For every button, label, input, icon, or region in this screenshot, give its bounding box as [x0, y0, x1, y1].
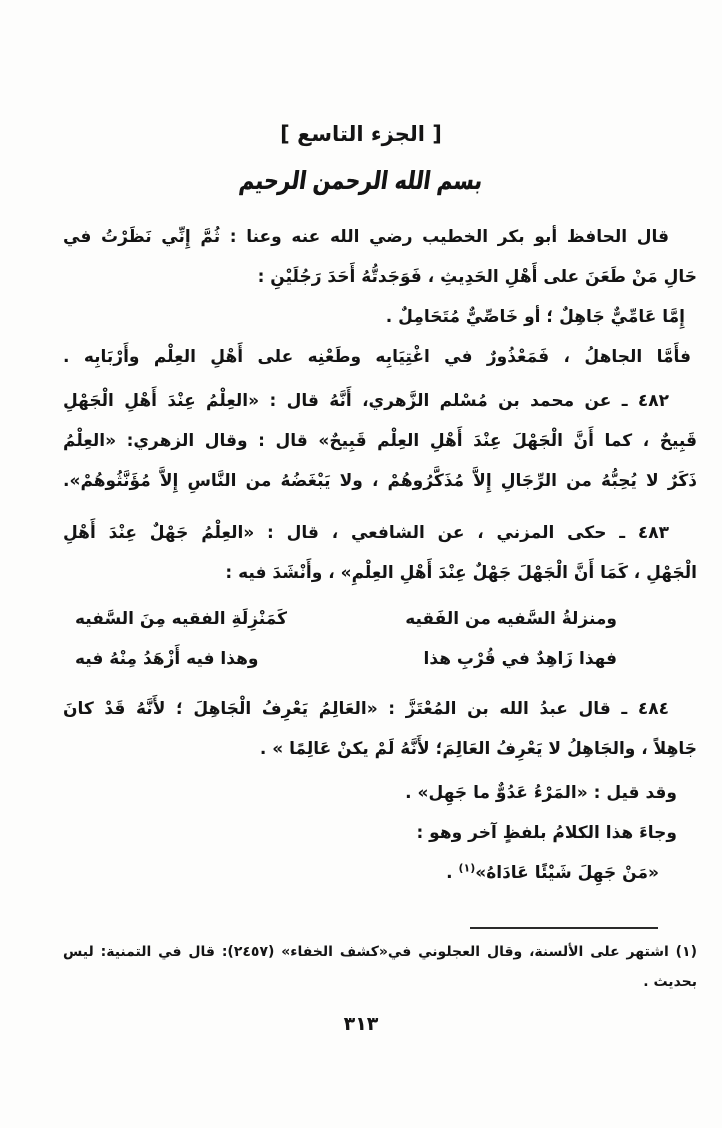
- verse-line: [75, 599, 617, 639]
- part-title: [ الجزء التاسع ]: [280, 122, 442, 146]
- body-line: قَبِيحٌ ، كما أَنَّ الْجَهْلَ عِنْدَ أَهْلِ العِلْم قَبِيحٌ» قال : وقال الزهري: «العِلْمُ: [63, 431, 697, 451]
- verse-line: [75, 639, 617, 679]
- body-line-hadith-484: ٤٨٤ ـ قال عبدُ الله بن المُعْتَزَّ : «العَالِمُ يَعْرِفُ الْجَاهِلَ ؛ لأَنَّهُ قَدْ كانَ: [63, 699, 669, 719]
- body-line-hadith-482: ٤٨٢ ـ عن محمد بن مُسْلم الزَّهري، أَنَّهُ قال : «العِلْمُ عِنْدَ أَهْلِ الْجَهْلِ: [63, 391, 669, 411]
- body-line: قال الحافظ أبو بكر الخطيب رضي الله عنه وعنا : ثُمَّ إِنِّي نَظَرْتُ في: [63, 227, 669, 247]
- body-line: وجاءَ هذا الكلامُ بلفظٍ آخر وهو :: [416, 823, 677, 843]
- hemistich-left: كَمَنْزِلَةِ الفقيه مِنَ السَّفيه: [75, 609, 287, 629]
- sentence-period: .: [446, 863, 459, 883]
- footnote-ref-marker: (١): [458, 861, 476, 875]
- body-line-hadith-483: ٤٨٣ ـ حكى المزني ، عن الشافعي ، قال : «العِلْمُ جَهْلٌ عِنْدَ أَهْلِ: [63, 523, 669, 543]
- hemistich-right: فهذا زَاهِدٌ في قُرْبِ هذا: [423, 649, 617, 669]
- body-text: [63, 217, 697, 893]
- body-line: وقد قيل : «المَرْءُ عَدُوٌّ ما جَهِل» .: [405, 783, 677, 803]
- body-line: الْجَهْلِ ، كَمَا أَنَّ الْجَهْلَ جَهْلٌ عِنْدَ أَهْلِ العِلْمِ» ، وأَنْشَدَ فيه :: [225, 563, 697, 583]
- basmala-calligraphy: بسم الله الرحمن الرحيم: [237, 166, 485, 195]
- page-number: ٣١٣: [343, 1013, 379, 1035]
- body-line: فأَمَّا الجاهلُ ، فَمَعْذُورٌ في اغْتِيَابِه وطَعْنِه على أَهْلِ العِلْم وأَرْبَابِه .: [63, 347, 691, 367]
- quoted-saying: «مَنْ جَهِلَ شَيْئًا عَادَاهُ»: [475, 863, 659, 883]
- body-line: جَاهِلاً ، والجَاهِلُ لا يَعْرِفُ العَالِمَ؛ لأَنَّهُ لَمْ يكنْ عَالِمًا » .: [259, 739, 697, 759]
- footnote-separator: [470, 927, 658, 929]
- body-line: إِمَّا عَامِّيٌّ جَاهِلٌ ؛ أو خَاصِّيٌّ مُتَحَامِلٌ .: [385, 307, 685, 327]
- body-line: ذَكَرٌ لا يُحِبُّهُ من الرِّجَالِ إِلاَّ مُذَكَّرُوهُمْ ، ولا يَبْغَضُهُ من النَّاسِ إِلاَّ مُؤَنَّثُوهُمْ».: [63, 471, 697, 491]
- body-line: حَالِ مَنْ طَعَنَ على أَهْلِ الحَدِيثِ ، فَوَجَدتُّهُ أَحَدَ رَجُلَيْنِ :: [257, 267, 697, 287]
- hemistich-right: ومنزلةُ السَّفيه من الفَقيه: [405, 609, 617, 629]
- poetry-couplet: [75, 599, 617, 679]
- footnote-block: [63, 937, 697, 997]
- footnote-line: (١) اشتهر على الألسنة، وقال العجلوني في«كشف الخفاء» (٢٤٥٧): قال في التمنية: ليس: [63, 944, 697, 960]
- footnote-line: بحديث .: [643, 974, 697, 990]
- hemistich-left: وهذا فيه أَزْهَدُ مِنْهُ فيه: [75, 649, 259, 669]
- body-line-with-footnote-ref: [63, 853, 697, 893]
